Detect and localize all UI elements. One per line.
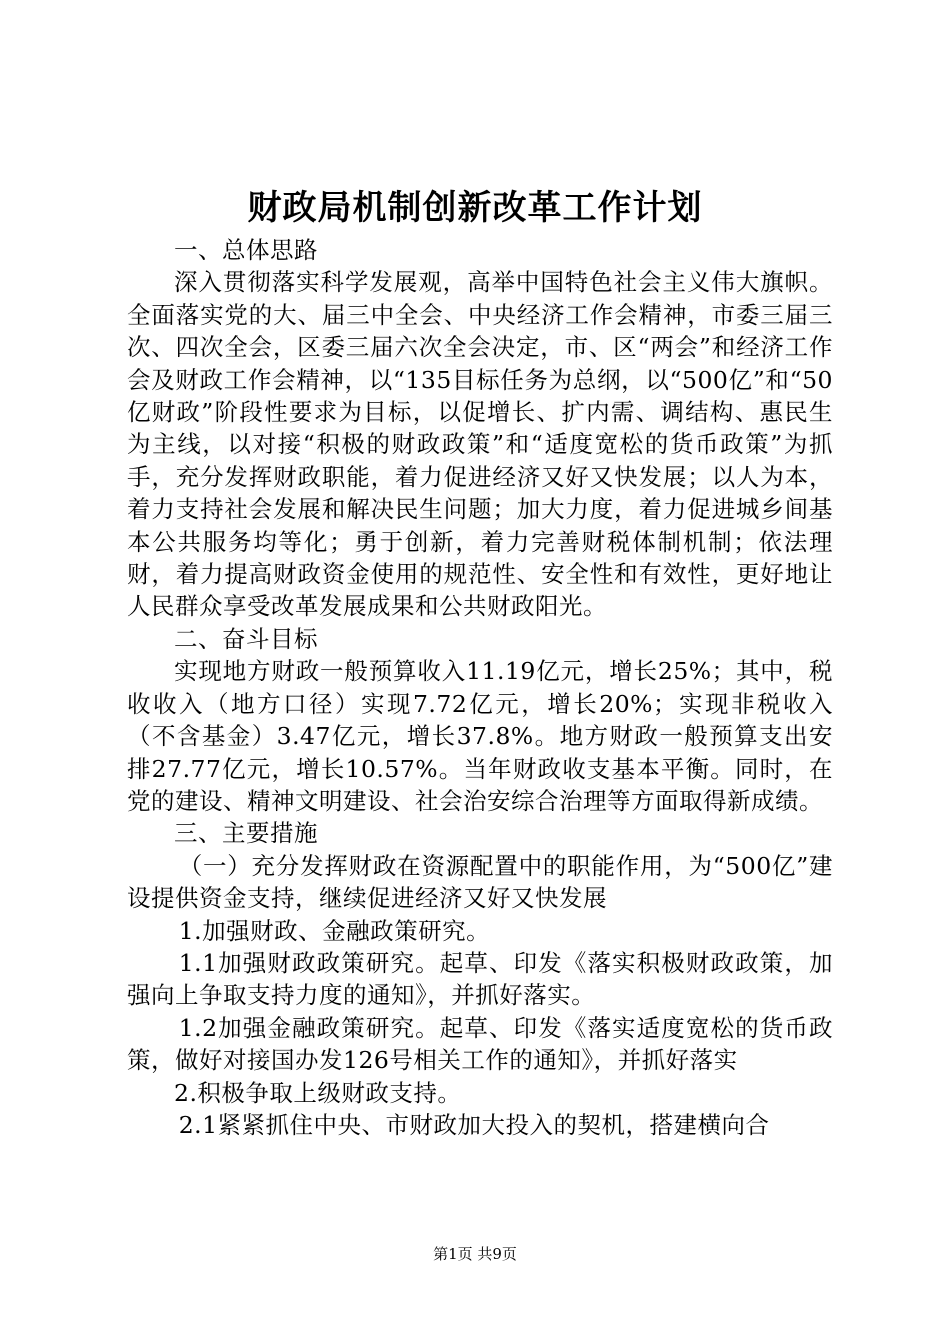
paragraph-item-1-2: 1.2加强金融政策研究。起草、印发《落实适度宽松的货币政策，做好对接国办发126号相关工作的通知》，并抓好落实 (127, 1013, 833, 1075)
paragraph-item-2-1: 2.1紧紧抓住中央、市财政加大投入的契机，搭建横向合 (178, 1110, 770, 1139)
paragraph-measure-1: （一）充分发挥财政在资源配置中的职能作用，为“500亿”建设提供资金支持，继续促进经济又好又快发展 (127, 851, 833, 913)
paragraph-overall-approach: 深入贯彻落实科学发展观，高举中国特色社会主义伟大旗帜。全面落实党的大、届三中全会、中央经济工作会精神，市委三届三次、四次全会，区委三届六次全会决定，市、区“两会”和经济工作会及财政工作会精神，以“135目标任务为总纲，以“500亿”和“50亿财政”阶段性要求为目标，以促增长、扩内需、调结构、惠民生为主线，以对接“积极的财政政策”和“适度宽松的货币政策”为抓手，充分发挥财政职能，着力促进经济又好又快发展；以人为本，着力支持社会发展和解决民生问题；加大力度，着力促进城乡间基本公共服务均等化；勇于创新，着力完善财税体制机制；依法理财，着力提高财政资金使用的规范性、安全性和有效性，更好地让人民群众享受改革发展成果和公共财政阳光。 (127, 268, 833, 621)
section-heading-measures: 三、主要措施 (174, 819, 318, 848)
document-title: 财政局机制创新改革工作计划 (247, 188, 703, 228)
document-body (127, 234, 833, 1141)
paragraph-item-1: 1.加强财政、金融政策研究。 (178, 916, 491, 945)
paragraph-goals: 实现地方财政一般预算收入11.19亿元，增长25%；其中，税收收入（地方口径）实现7.72亿元，增长20%；实现非税收入（不含基金）3.47亿元，增长37.8%。地方财政一般预算支出安排27.77亿元，增长10.57%。当年财政收支基本平衡。同时，在党的建设、精神文明建设、社会治安综合治理等方面取得新成绩。 (127, 657, 833, 815)
paragraph-item-2: 2.积极争取上级财政支持。 (174, 1078, 462, 1107)
page-footer: 第1页 共9页 (433, 1245, 517, 1263)
paragraph-item-1-1: 1.1加强财政政策研究。起草、印发《落实积极财政政策，加强向上争取支持力度的通知》，并抓好落实。 (127, 948, 833, 1010)
section-heading-overall-approach: 一、总体思路 (174, 236, 318, 264)
section-heading-goals: 二、奋斗目标 (174, 624, 318, 653)
